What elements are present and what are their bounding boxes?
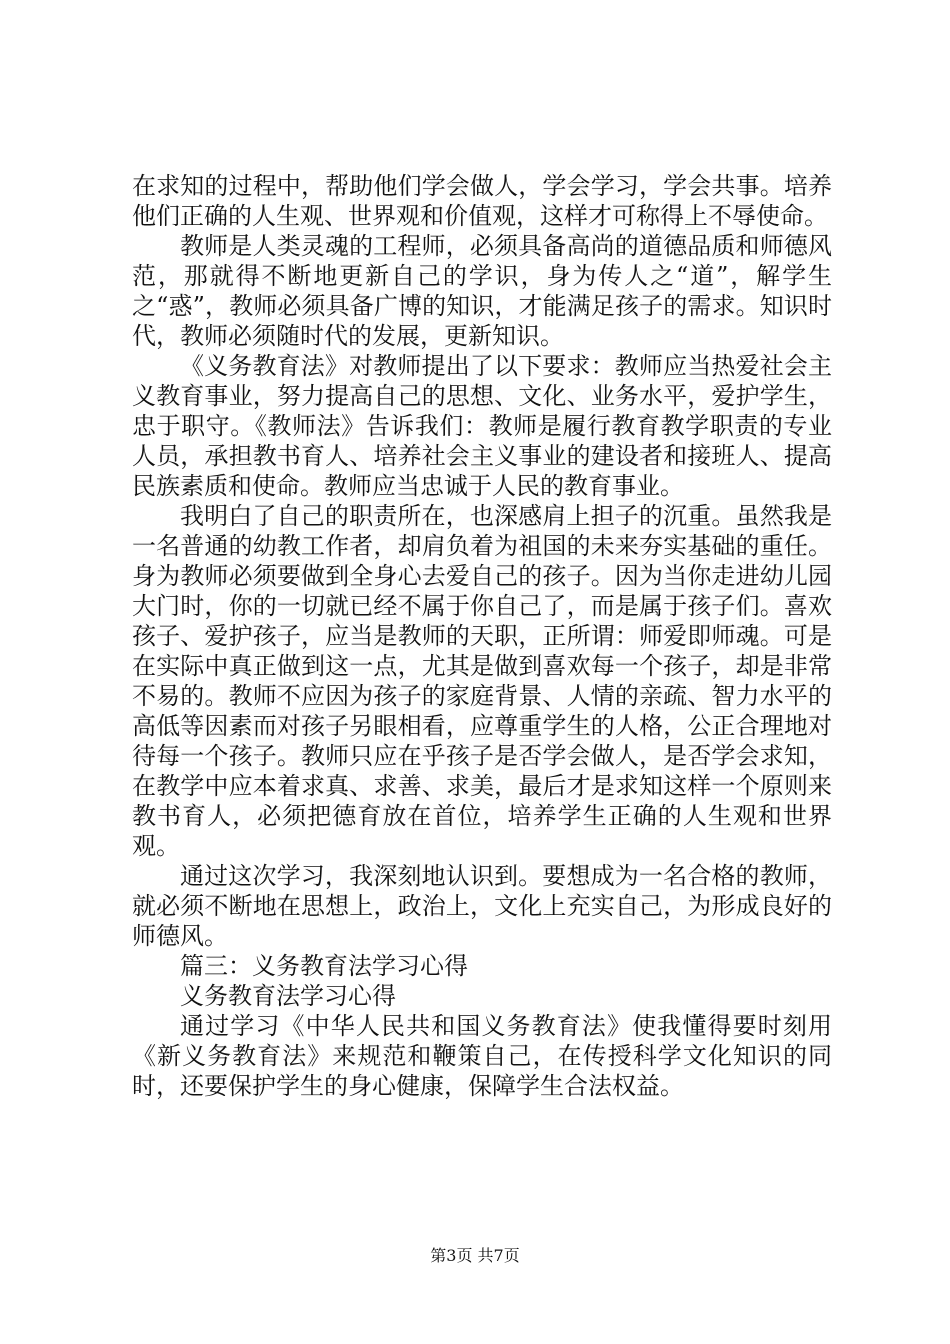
section-heading: 篇三：义务教育法学习心得 — [180, 952, 468, 980]
paragraph-6: 通过学习《中华人民共和国义务教育法》使我懂得要时刻用《新义务教育法》来规范和鞭策自己，在传授科学文化知识的同时，还要保护学生的身心健康，保障学生合法权益。 — [132, 1012, 832, 1100]
document-body — [132, 171, 832, 1101]
paragraph-3: 《义务教育法》对教师提出了以下要求：教师应当热爱社会主义教育事业，努力提高自己的思想、文化、业务水平，爱护学生，忠于职守。《教师法》告诉我们：教师是履行教育教学职责的专业人员，承担教书育人、培养社会主义事业的建设者和接班人、提高民族素质和使命。教师应当忠诚于人民的教育事业。 — [132, 352, 832, 500]
paragraph-5: 通过这次学习，我深刻地认识到。要想成为一名合格的教师，就必须不断地在思想上，政治上，文化上充实自己，为形成良好的师德风。 — [132, 862, 832, 950]
paragraph-1: 在求知的过程中，帮助他们学会做人，学会学习，学会共事。培养他们正确的人生观、世界观和价值观，这样才可称得上不辱使命。 — [132, 172, 832, 230]
page-number-footer: 第3页 共7页 — [430, 1246, 520, 1265]
paragraph-2: 教师是人类灵魂的工程师，必须具备高尚的道德品质和师德风范，那就得不断地更新自己的学识，身为传人之“道”，解学生之“惑”，教师必须具备广博的知识，才能满足孩子的需求。知识时代，教师必须随时代的发展，更新知识。 — [132, 232, 832, 350]
section-subtitle: 义务教育法学习心得 — [180, 982, 396, 1010]
paragraph-4: 我明白了自己的职责所在，也深感肩上担子的沉重。虽然我是一名普通的幼教工作者，却肩负着为祖国的未来夯实基础的重任。身为教师必须要做到全身心去爱自己的孩子。因为当你走进幼儿园大门时，你的一切就已经不属于你自己了，而是属于孩子们。喜欢孩子、爱护孩子，应当是教师的天职，正所谓：师爱即师魂。可是在实际中真正做到这一点，尤其是做到喜欢每一个孩子，却是非常不易的。教师不应因为孩子的家庭背景、人情的亲疏、智力水平的高低等因素而对孩子另眼相看，应尊重学生的人格，公正合理地对待每一个孩子。教师只应在乎孩子是否学会做人，是否学会求知，在教学中应本着求真、求善、求美，最后才是求知这样一个原则来教书育人，必须把德育放在首位，培养学生正确的人生观和世界观。 — [132, 502, 832, 860]
